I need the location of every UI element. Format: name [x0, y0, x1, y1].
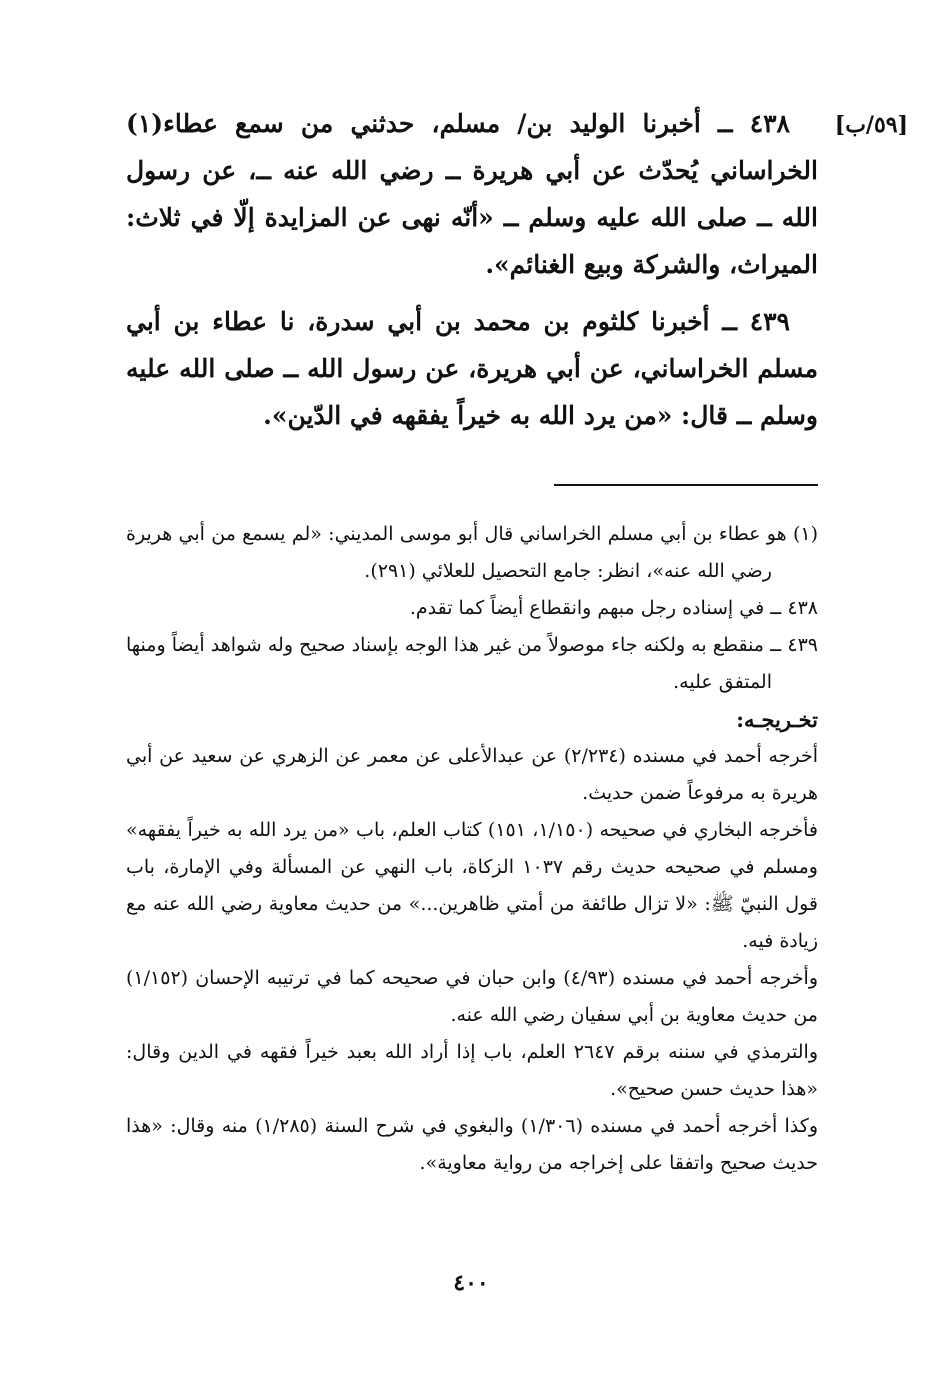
footnote-separator [554, 484, 818, 486]
takhrij-3: وأخرجه أحمد في مسنده (٤/٩٣) وابن حبان في صحيحه كما في ترتيبه الإحسان (١/١٥٢) من حديث معاوية بن أبي سفيان رضي الله عنه. [126, 967, 818, 1026]
main-text [126, 100, 818, 439]
note-438: ٤٣٨ ــ في إسناده رجل مبهم وانقطاع أيضاً كما تقدم. [409, 597, 818, 619]
takhrij-1: أخرجه أحمد في مسنده (٢/٢٣٤) عن عبدالأعلى عن معمر عن الزهري عن سعيد عن أبي هريرة به مرفوعاً ضمن حديث. [126, 745, 818, 804]
footnote-1: (١) هو عطاء بن أبي مسلم الخراساني قال أبو موسى المديني: «لم يسمع من أبي هريرة رضي الله عنه»، انظر: جامع التحصيل للعلائي (٢٩١). [126, 523, 818, 582]
page-number: ٤٠٠ [453, 1270, 489, 1296]
manuscript-folio-marker: [٥٩/ب] [834, 112, 908, 138]
note-439: ٤٣٩ ــ منقطع به ولكنه جاء موصولاً من غير هذا الوجه بإسناد صحيح وله شواهد أيضاً ومنها المتفق عليه. [126, 634, 818, 693]
hadith-439: ٤٣٩ ــ أخبرنا كلثوم بن محمد بن أبي سدرة، نا عطاء بن أبي مسلم الخراساني، عن أبي هريرة، عن رسول الله ــ صلى الله عليه وسلم ــ قال: «من يرد الله به خيراً يفقهه في الدّين». [126, 307, 818, 430]
footnotes [126, 516, 818, 1182]
takhrij-5: وكذا أخرجه أحمد في مسنده (١/٣٠٦) والبغوي في شرح السنة (١/٢٨٥) منه وقال: «هذا حديث صحيح واتفقا على إخراجه من رواية معاوية». [126, 1115, 818, 1174]
hadith-438: ٤٣٨ ــ أخبرنا الوليد بن/ مسلم، حدثني من سمع عطاء(١) الخراساني يُحدّث عن أبي هريرة ــ رضي الله عنه ــ، عن رسول الله ــ صلى الله عليه وسلم ــ «أنّه نهى عن المزايدة إلّا في ثلاث: الميراث، والشركة وبيع الغنائم». [126, 109, 818, 279]
takhrij-2: فأخرجه البخاري في صحيحه (١/١٥٠، ١٥١) كتاب العلم، باب «من يرد الله به خيراً يفقهه» ومسلم في صحيحه حديث رقم ١٠٣٧ الزكاة، باب النهي عن المسألة وفي الإمارة، باب قول النبيّ ﷺ: «لا تزال طائفة من أمتي ظاهرين...» من حديث معاوية رضي الله عنه مع زيادة فيه. [126, 819, 819, 952]
takhrij-heading: تخـريجـه: [736, 707, 818, 732]
takhrij-4: والترمذي في سننه برقم ٢٦٤٧ العلم، باب إذا أراد الله بعبد خيراً فقهه في الدين وقال: «هذا حديث حسن صحيح». [126, 1041, 818, 1100]
